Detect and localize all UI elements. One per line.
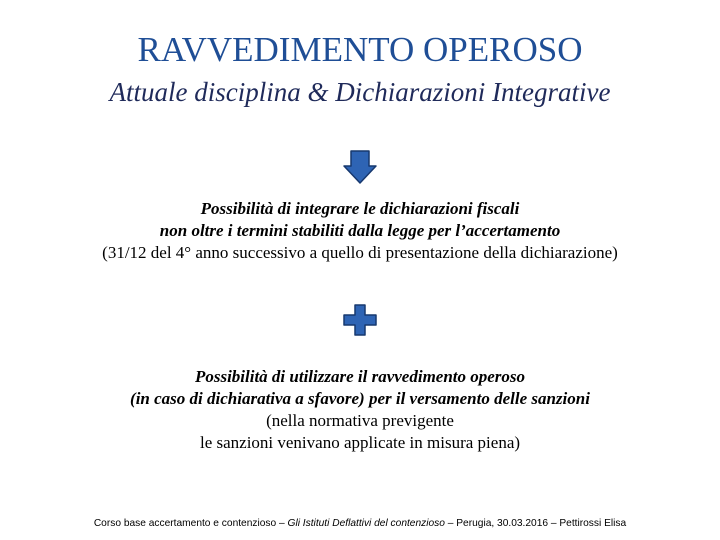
slide-subtitle: Attuale disciplina & Dichiarazioni Integrative bbox=[109, 77, 611, 107]
plus-icon-container bbox=[0, 304, 720, 336]
block1-line1: Possibilità di integrare le dichiarazioni fiscali bbox=[200, 199, 520, 218]
slide-title: RAVVEDIMENTO OPEROSO bbox=[137, 30, 583, 69]
block-integrazione bbox=[0, 198, 720, 264]
down-arrow-icon bbox=[343, 150, 377, 184]
block-ravvedimento bbox=[0, 366, 720, 454]
footer-course: Corso base accertamento e contenzioso – bbox=[93, 518, 288, 529]
plus-icon bbox=[343, 304, 377, 336]
block2-line2: (in caso di dichiarativa a sfavore) per il versamento delle sanzioni bbox=[130, 389, 590, 408]
block1-line2: non oltre i termini stabiliti dalla legge per l’accertamento bbox=[159, 221, 561, 240]
footer bbox=[0, 517, 720, 531]
footer-place-date-author: – Perugia, 30.03.2016 – Pettirossi Elisa bbox=[444, 518, 627, 529]
block2-line1: Possibilità di utilizzare il ravvedimento operoso bbox=[194, 367, 526, 386]
block2-line4: le sanzioni venivano applicate in misura piena) bbox=[199, 433, 521, 452]
arrow-icon-container bbox=[0, 150, 720, 184]
footer-topic: Gli Istituti Deflattivi del contenzioso bbox=[287, 518, 445, 529]
block1-line3: (31/12 del 4° anno successivo a quello di presentazione della dichiarazione) bbox=[102, 243, 618, 262]
block2-line3: (nella normativa previgente bbox=[266, 411, 454, 430]
